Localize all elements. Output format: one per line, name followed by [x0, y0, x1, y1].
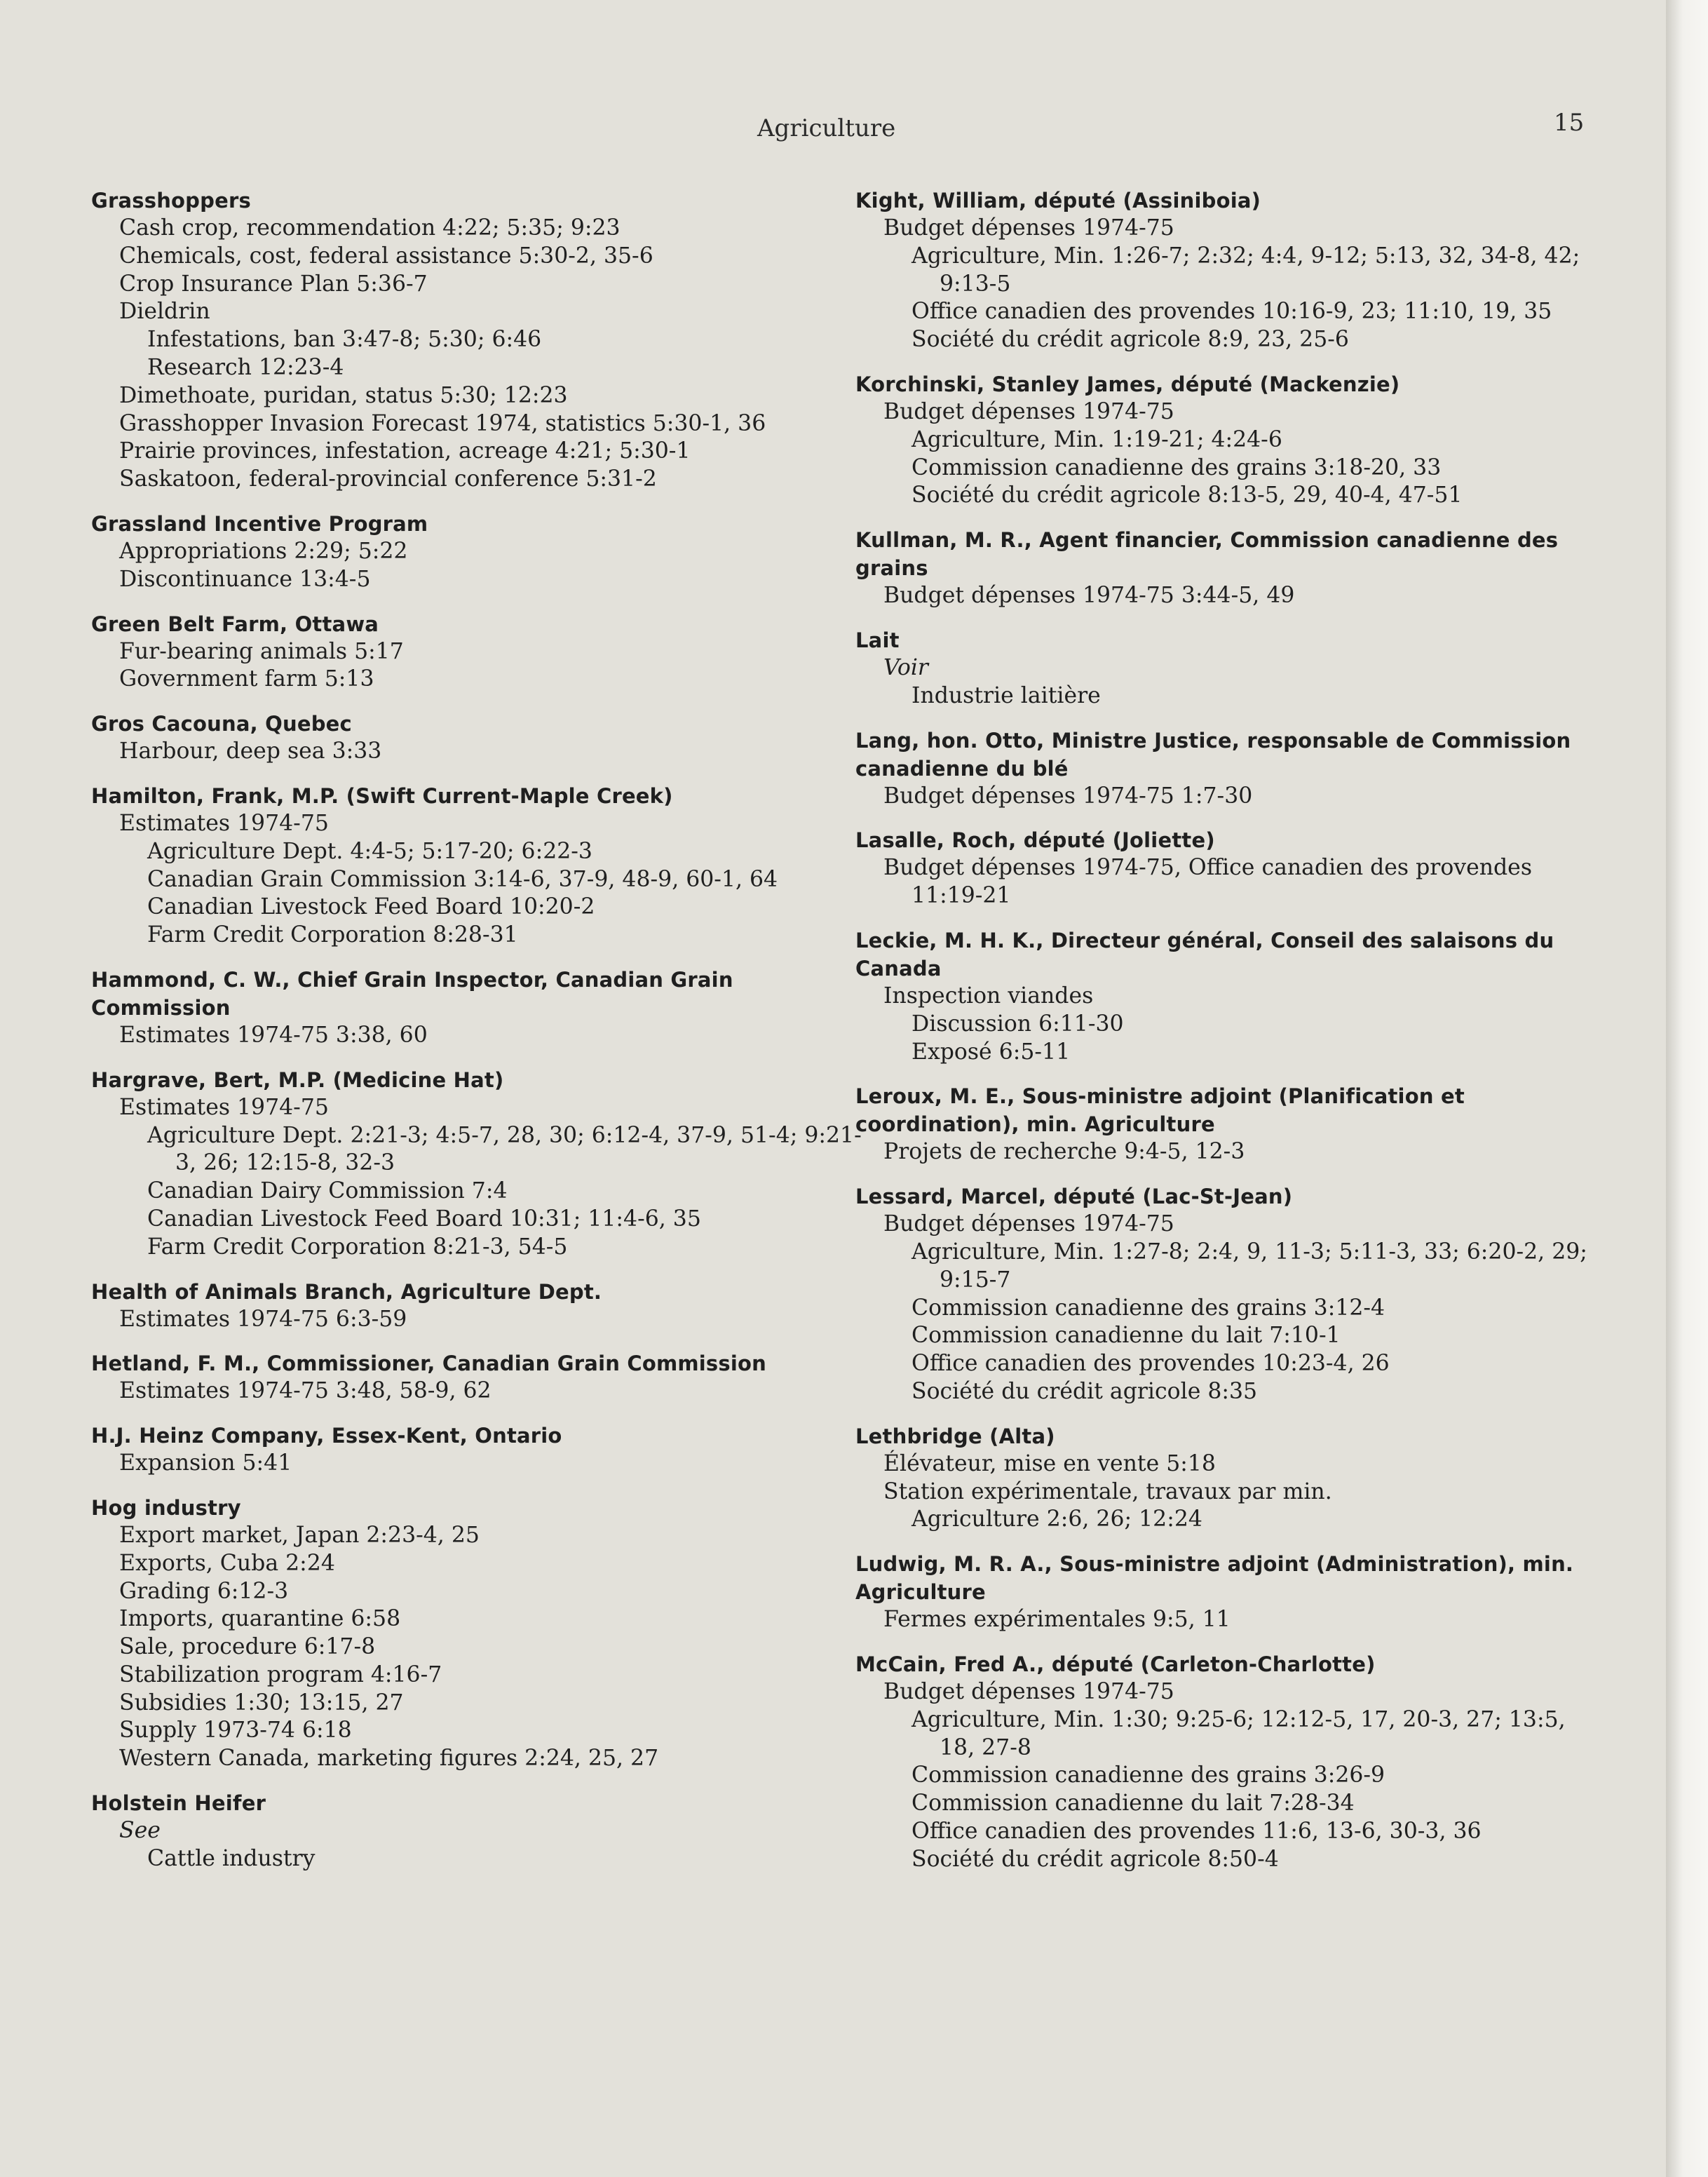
index-column-right — [855, 187, 1599, 1889]
sub-subentry: Farm Credit Corporation 8:28-31 — [147, 922, 518, 948]
sub-subentry: Industrie laitière — [911, 682, 1101, 708]
running-header-title: Agriculture — [757, 114, 896, 142]
index-entry-green-belt-farm-ottawa — [91, 610, 869, 694]
entry-heading: Lait — [855, 628, 900, 652]
sub-subentry: Office canadien des provendes 11:6, 13-6, 30-3, 36 — [911, 1818, 1482, 1844]
index-entry-lang-hon-otto-ministre-justice-responsab — [855, 727, 1599, 811]
subentry: Stabilization program 4:16-7 — [119, 1662, 442, 1687]
subentry: Estimates 1974-75 — [119, 1094, 329, 1120]
sub-subentry: Commission canadienne du lait 7:28-34 — [911, 1791, 1355, 1817]
index-entry-hammond-c-w-chief-grain-inspector-canadi — [91, 966, 869, 1050]
subentry: Sale, procedure 6:17-8 — [119, 1634, 376, 1660]
subentry: Crop Insurance Plan 5:36-7 — [119, 271, 428, 297]
entry-heading: Kight, William, député (Assiniboia) — [855, 189, 1261, 213]
subentry: Harbour, deep sea 3:33 — [119, 739, 382, 764]
sub-subentry: Exposé 6:5-11 — [911, 1039, 1071, 1065]
subentry: Budget dépenses 1974-75 3:44-5, 49 — [883, 583, 1295, 609]
subentry: Estimates 1974-75 3:48, 58-9, 62 — [119, 1378, 492, 1404]
sub-subentry: Canadian Livestock Feed Board 10:20-2 — [147, 894, 595, 920]
entry-heading: Hetland, F. M., Commissioner, Canadian Grain Commission — [91, 1352, 766, 1376]
subentry: Dieldrin — [119, 299, 210, 325]
subentry: Budget dépenses 1974-75, Office canadien des provendes 11:19-21 — [883, 855, 1532, 909]
subentry: Subsidies 1:30; 13:15, 27 — [119, 1690, 404, 1716]
entry-heading: Hammond, C. W., Chief Grain Inspector, Canadian Grain Commission — [91, 967, 733, 1020]
entry-heading: Hog industry — [91, 1495, 241, 1520]
subentry: Estimates 1974-75 — [119, 810, 329, 836]
subentry: Budget dépenses 1974-75 — [883, 215, 1174, 241]
sub-subentry: Société du crédit agricole 8:9, 23, 25-6 — [911, 327, 1349, 353]
subentry: Estimates 1974-75 3:38, 60 — [119, 1022, 428, 1048]
subentry: See — [119, 1818, 161, 1844]
entry-heading: Lessard, Marcel, député (Lac-St-Jean) — [855, 1185, 1293, 1209]
subentry: Budget dépenses 1974-75 1:7-30 — [883, 783, 1253, 809]
subentry: Estimates 1974-75 6:3-59 — [119, 1306, 407, 1332]
entry-heading: Kullman, M. R., Agent financier, Commission canadienne des grains — [855, 528, 1559, 581]
sub-subentry: Farm Credit Corporation 8:21-3, 54-5 — [147, 1234, 568, 1260]
index-entry-lethbridge-alta — [855, 1422, 1599, 1534]
index-entry-h-j-heinz-company-essex-kent-ontario — [91, 1422, 869, 1478]
index-entry-hog-industry — [91, 1494, 869, 1773]
sub-subentry: Agriculture, Min. 1:19-21; 4:24-6 — [911, 426, 1282, 452]
entry-heading: Lethbridge (Alta) — [855, 1424, 1055, 1448]
subentry: Expansion 5:41 — [119, 1450, 292, 1476]
subentry: Grasshopper Invasion Forecast 1974, statistics 5:30-1, 36 — [119, 410, 766, 436]
sub-subentry: Canadian Dairy Commission 7:4 — [147, 1178, 508, 1204]
sub-subentry: Agriculture, Min. 1:26-7; 2:32; 4:4, 9-12; 5:13, 32, 34-8, 42; 9:13-5 — [911, 243, 1580, 297]
subentry: Inspection viandes — [883, 983, 1094, 1009]
sub-subentry: Agriculture Dept. 2:21-3; 4:5-7, 28, 30; 6:12-4, 37-9, 51-4; 9:21-3, 26; 12:15-8, 32-3 — [147, 1122, 862, 1176]
subentry: Élévateur, mise en vente 5:18 — [883, 1450, 1216, 1476]
entry-heading: McCain, Fred A., député (Carleton-Charlotte) — [855, 1652, 1376, 1676]
index-entry-lasalle-roch-depute-joliette — [855, 826, 1599, 910]
sub-subentry: Agriculture, Min. 1:27-8; 2:4, 9, 11-3; 5:11-3, 33; 6:20-2, 29; 9:15-7 — [911, 1239, 1587, 1293]
entry-heading: Hamilton, Frank, M.P. (Swift Current-Maple Creek) — [91, 783, 673, 808]
subentry: Budget dépenses 1974-75 — [883, 398, 1174, 424]
entry-heading: Grassland Incentive Program — [91, 511, 428, 536]
entry-heading: Korchinski, Stanley James, député (Mackenzie) — [855, 372, 1400, 396]
subentry: Projets de recherche 9:4-5, 12-3 — [883, 1139, 1245, 1165]
subentry: Appropriations 2:29; 5:22 — [119, 538, 408, 564]
index-entry-hamilton-frank-m-p-swift-current-maple-c — [91, 782, 869, 950]
sub-subentry: Canadian Livestock Feed Board 10:31; 11:4-6, 35 — [147, 1206, 701, 1232]
entry-heading: Gros Cacouna, Quebec — [91, 712, 352, 736]
sub-subentry: Infestations, ban 3:47-8; 5:30; 6:46 — [147, 327, 542, 353]
entry-heading: Grasshoppers — [91, 189, 251, 213]
index-entry-lessard-marcel-depute-lac-st-jean — [855, 1182, 1599, 1406]
subentry: Budget dépenses 1974-75 — [883, 1678, 1174, 1704]
index-entry-holstein-heifer — [91, 1789, 869, 1873]
subentry: Discontinuance 13:4-5 — [119, 566, 371, 592]
index-entry-gros-cacouna-quebec — [91, 710, 869, 766]
index-entry-hargrave-bert-m-p-medicine-hat — [91, 1066, 869, 1262]
entry-heading: Ludwig, M. R. A., Sous-ministre adjoint (Administration), min. Agriculture — [855, 1552, 1574, 1605]
index-entry-health-of-animals-branch-agriculture-dep — [91, 1278, 869, 1334]
index-entry-korchinski-stanley-james-depute-mackenzi — [855, 370, 1599, 510]
sub-subentry: Research 12:23-4 — [147, 354, 344, 380]
subentry: Western Canada, marketing figures 2:24, 25, 27 — [119, 1746, 659, 1772]
sub-subentry: Société du crédit agricole 8:13-5, 29, 40-4, 47-51 — [911, 483, 1463, 508]
sub-subentry: Agriculture Dept. 4:4-5; 5:17-20; 6:22-3 — [147, 838, 592, 864]
entry-heading: Leroux, M. E., Sous-ministre adjoint (Planification et coordination), min. Agriculture — [855, 1084, 1465, 1137]
subentry: Fur-bearing animals 5:17 — [119, 638, 404, 664]
sub-subentry: Discussion 6:11-30 — [911, 1011, 1124, 1037]
index-entry-leckie-m-h-k-directeur-general-conseil-d — [855, 926, 1599, 1066]
sub-subentry: Commission canadienne du lait 7:10-1 — [911, 1323, 1341, 1349]
subentry: Supply 1973-74 6:18 — [119, 1718, 352, 1744]
sub-subentry: Commission canadienne des grains 3:12-4 — [911, 1295, 1385, 1321]
subentry: Station expérimentale, travaux par min. — [883, 1478, 1332, 1504]
index-column-left — [91, 187, 869, 1889]
sub-subentry: Commission canadienne des grains 3:26-9 — [911, 1763, 1385, 1788]
entry-heading: Holstein Heifer — [91, 1791, 266, 1816]
sub-subentry: Cattle industry — [147, 1845, 316, 1871]
subentry: Prairie provinces, infestation, acreage 4:21; 5:30-1 — [119, 438, 691, 464]
index-entry-kullman-m-r-agent-financier-commission-c — [855, 526, 1599, 610]
index-entry-leroux-m-e-sous-ministre-adjoint-planifi — [855, 1082, 1599, 1166]
entry-heading: Lasalle, Roch, député (Joliette) — [855, 828, 1215, 853]
subentry: Grading 6:12-3 — [119, 1578, 289, 1604]
subentry: Saskatoon, federal-provincial conference 5:31-2 — [119, 466, 657, 492]
entry-heading: Hargrave, Bert, M.P. (Medicine Hat) — [91, 1067, 504, 1092]
index-entry-grassland-incentive-program — [91, 510, 869, 594]
entry-heading: H.J. Heinz Company, Essex-Kent, Ontario — [91, 1424, 562, 1448]
entry-heading: Green Belt Farm, Ottawa — [91, 612, 379, 636]
sub-subentry: Office canadien des provendes 10:23-4, 26 — [911, 1351, 1390, 1377]
subentry: Cash crop, recommendation 4:22; 5:35; 9:23 — [119, 215, 621, 241]
scan-edge — [1666, 0, 1708, 2177]
sub-subentry: Agriculture 2:6, 26; 12:24 — [911, 1507, 1202, 1532]
subentry: Fermes expérimentales 9:5, 11 — [883, 1607, 1231, 1633]
sub-subentry: Commission canadienne des grains 3:18-20, 33 — [911, 454, 1442, 480]
subentry: Dimethoate, puridan, status 5:30; 12:23 — [119, 382, 568, 408]
subentry: Exports, Cuba 2:24 — [119, 1550, 335, 1576]
index-entry-ludwig-m-r-a-sous-ministre-adjoint-admin — [855, 1550, 1599, 1634]
sub-subentry: Canadian Grain Commission 3:14-6, 37-9, 48-9, 60-1, 64 — [147, 866, 778, 892]
sub-subentry: Agriculture, Min. 1:30; 9:25-6; 12:12-5, 17, 20-3, 27; 13:5, 18, 27-8 — [911, 1706, 1566, 1760]
entry-heading: Health of Animals Branch, Agriculture Dept. — [91, 1279, 602, 1304]
sub-subentry: Société du crédit agricole 8:35 — [911, 1378, 1258, 1404]
index-entry-mccain-fred-a-depute-carleton-charlotte — [855, 1650, 1599, 1874]
entry-heading: Leckie, M. H. K., Directeur général, Conseil des salaisons du Canada — [855, 928, 1554, 980]
sub-subentry: Société du crédit agricole 8:50-4 — [911, 1846, 1279, 1872]
subentry: Government farm 5:13 — [119, 666, 374, 692]
index-entry-kight-william-depute-assiniboia — [855, 187, 1599, 354]
subentry: Chemicals, cost, federal assistance 5:30-2, 35-6 — [119, 243, 653, 269]
page-number: 15 — [1554, 109, 1585, 137]
entry-heading: Lang, hon. Otto, Ministre Justice, responsable de Commission canadienne du blé — [855, 728, 1571, 781]
sub-subentry: Office canadien des provendes 10:16-9, 23; 11:10, 19, 35 — [911, 299, 1552, 325]
index-entry-grasshoppers — [91, 187, 869, 494]
index-entry-hetland-f-m-commissioner-canadian-grain- — [91, 1349, 869, 1406]
subentry: Voir — [883, 654, 928, 680]
index-entry-lait — [855, 626, 1599, 710]
subentry: Imports, quarantine 6:58 — [119, 1606, 401, 1632]
subentry: Budget dépenses 1974-75 — [883, 1211, 1174, 1237]
subentry: Export market, Japan 2:23-4, 25 — [119, 1522, 480, 1548]
